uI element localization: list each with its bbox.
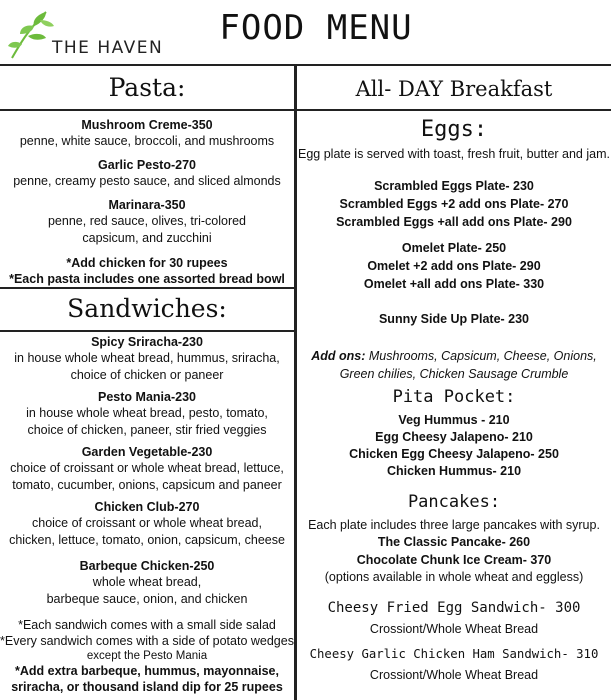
item-description: capsicum, and zucchini xyxy=(82,231,212,245)
sandwich-title: Cheesy Garlic Chicken Ham Sandwich- 310 xyxy=(309,647,599,661)
cheesy-garlic-chicken-ham-sandwich xyxy=(297,641,611,684)
egg-addons xyxy=(297,347,611,365)
menu-item: Omelet Plate- 250 xyxy=(401,241,507,255)
item-description: chicken, lettuce, tomato, onion, capsicum, cheese xyxy=(9,533,285,547)
item-description: whole wheat bread, xyxy=(92,575,202,589)
pasta-note: *Each pasta includes one assorted bread bowl xyxy=(9,272,285,286)
pasta-heading: Pasta: xyxy=(108,73,186,102)
item-description: choice of chicken, paneer, stir fried veggies xyxy=(27,423,267,437)
eggs-heading: Eggs: xyxy=(420,117,488,142)
sandwich-note: *Every sandwich comes with a side of potato wedges xyxy=(0,634,294,648)
pancakes-note: (options available in whole wheat and eggless) xyxy=(324,570,584,584)
menu-item: Veg Hummus - 210 xyxy=(398,413,510,427)
menu-item-spicy-sriracha xyxy=(0,334,294,384)
menu-item: Scrambled Eggs Plate- 230 xyxy=(374,179,534,193)
menu-item-chicken-club xyxy=(0,499,294,549)
pita-heading: Pita Pocket: xyxy=(392,387,516,407)
item-description: penne, creamy pesto sauce, and sliced almonds xyxy=(13,174,281,188)
cheesy-fried-egg-sandwich xyxy=(297,595,611,638)
pasta-items xyxy=(0,117,294,287)
sandwich-note-bold: *Add extra barbeque, hummus, mayonnaise, xyxy=(15,664,279,678)
addons-list-cont: Green chilies, Chicken Sausage Crumble xyxy=(339,367,569,381)
omelet-group xyxy=(297,239,611,293)
addons-label: Add ons: xyxy=(311,349,366,363)
item-name: Barbeque Chicken-250 xyxy=(79,559,215,573)
item-name: Marinara-350 xyxy=(108,198,186,212)
menu-item-garden-vegetable xyxy=(0,444,294,494)
item-description: tomato, cucumber, onions, capsicum and paneer xyxy=(12,478,282,492)
sandwiches-section xyxy=(0,289,294,329)
item-description: choice of chicken or paneer xyxy=(70,368,224,382)
pita-section xyxy=(297,382,611,480)
sandwich-items xyxy=(0,334,294,695)
menu-item-marinara xyxy=(0,197,294,247)
sandwiches-heading: Sandwiches: xyxy=(67,294,227,323)
page-title: FOOD MENU xyxy=(219,8,413,48)
item-name: Pesto Mania-230 xyxy=(98,390,196,404)
item-name: Mushroom Creme-350 xyxy=(81,118,213,132)
menu-item-pesto-mania xyxy=(0,389,294,439)
menu-item: Chocolate Chunk Ice Cream- 370 xyxy=(356,553,552,567)
menu-item: Chicken Hummus- 210 xyxy=(386,464,522,478)
pasta-section xyxy=(0,68,294,108)
menu-header xyxy=(0,0,611,66)
pasta-heading-rule xyxy=(0,109,294,111)
item-name: Garlic Pesto-270 xyxy=(98,158,196,172)
menu-item-sunny-side-up: Sunny Side Up Plate- 230 xyxy=(378,312,530,326)
pasta-note: *Add chicken for 30 rupees xyxy=(66,256,228,270)
sandwich-note-sub: except the Pesto Mania xyxy=(86,650,208,662)
logo-text: THE HAVEN xyxy=(52,38,164,58)
menu-item: The Classic Pancake- 260 xyxy=(377,535,531,549)
sandwich-title: Cheesy Fried Egg Sandwich- 300 xyxy=(327,600,581,616)
menu-item-barbeque-chicken xyxy=(0,558,294,608)
item-description: penne, white sauce, broccoli, and mushrooms xyxy=(19,134,275,148)
eggs-intro: Egg plate is served with toast, fresh fruit, butter and jam. xyxy=(298,147,610,161)
pancakes-intro: Each plate includes three large pancakes with syrup. xyxy=(308,518,600,532)
item-name: Spicy Sriracha-230 xyxy=(91,335,203,349)
addons-list: Mushrooms, Capsicum, Cheese, Onions, xyxy=(368,349,597,363)
sandwich-note-bold: sriracha, or thousand island dip for 25 rupees xyxy=(11,680,283,694)
menu-item: Chicken Egg Cheesy Jalapeno- 250 xyxy=(349,447,559,461)
menu-item-mushroom-creme xyxy=(0,117,294,150)
breakfast-heading-rule xyxy=(297,109,611,111)
logo xyxy=(6,8,164,62)
eggs-section xyxy=(297,114,611,383)
menu-item: Scrambled Eggs +2 add ons Plate- 270 xyxy=(339,197,569,211)
breakfast-heading: All- DAY Breakfast xyxy=(355,77,553,101)
sandwich-bread: Crossiont/Whole Wheat Bread xyxy=(369,668,539,682)
scrambled-eggs-group xyxy=(297,177,611,231)
item-description: in house whole wheat bread, pesto, tomato, xyxy=(26,406,268,420)
item-name: Garden Vegetable-230 xyxy=(81,445,213,459)
breakfast-section xyxy=(297,70,611,108)
menu-item: Scrambled Eggs +all add ons Plate- 290 xyxy=(336,215,572,229)
item-description: in house whole wheat bread, hummus, sriracha, xyxy=(14,351,280,365)
menu-item: Omelet +all add ons Plate- 330 xyxy=(363,277,545,291)
sandwich-note: *Each sandwich comes with a small side salad xyxy=(18,618,276,632)
menu-item-garlic-pesto xyxy=(0,157,294,190)
menu-item: Omelet +2 add ons Plate- 290 xyxy=(367,259,541,273)
menu-item: Egg Cheesy Jalapeno- 210 xyxy=(375,430,533,444)
item-description: choice of croissant or whole wheat bread, lettuce, xyxy=(10,461,284,475)
item-description: barbeque sauce, onion, and chicken xyxy=(46,592,248,606)
item-description: penne, red sauce, olives, tri-colored xyxy=(47,214,247,228)
item-name: Chicken Club-270 xyxy=(94,500,200,514)
pancakes-heading: Pancakes: xyxy=(407,492,501,512)
pancakes-section xyxy=(297,487,611,586)
sandwiches-heading-rule xyxy=(0,330,294,332)
item-description: choice of croissant or whole wheat bread, xyxy=(32,516,262,530)
sandwich-bread: Crossiont/Whole Wheat Bread xyxy=(369,622,539,636)
